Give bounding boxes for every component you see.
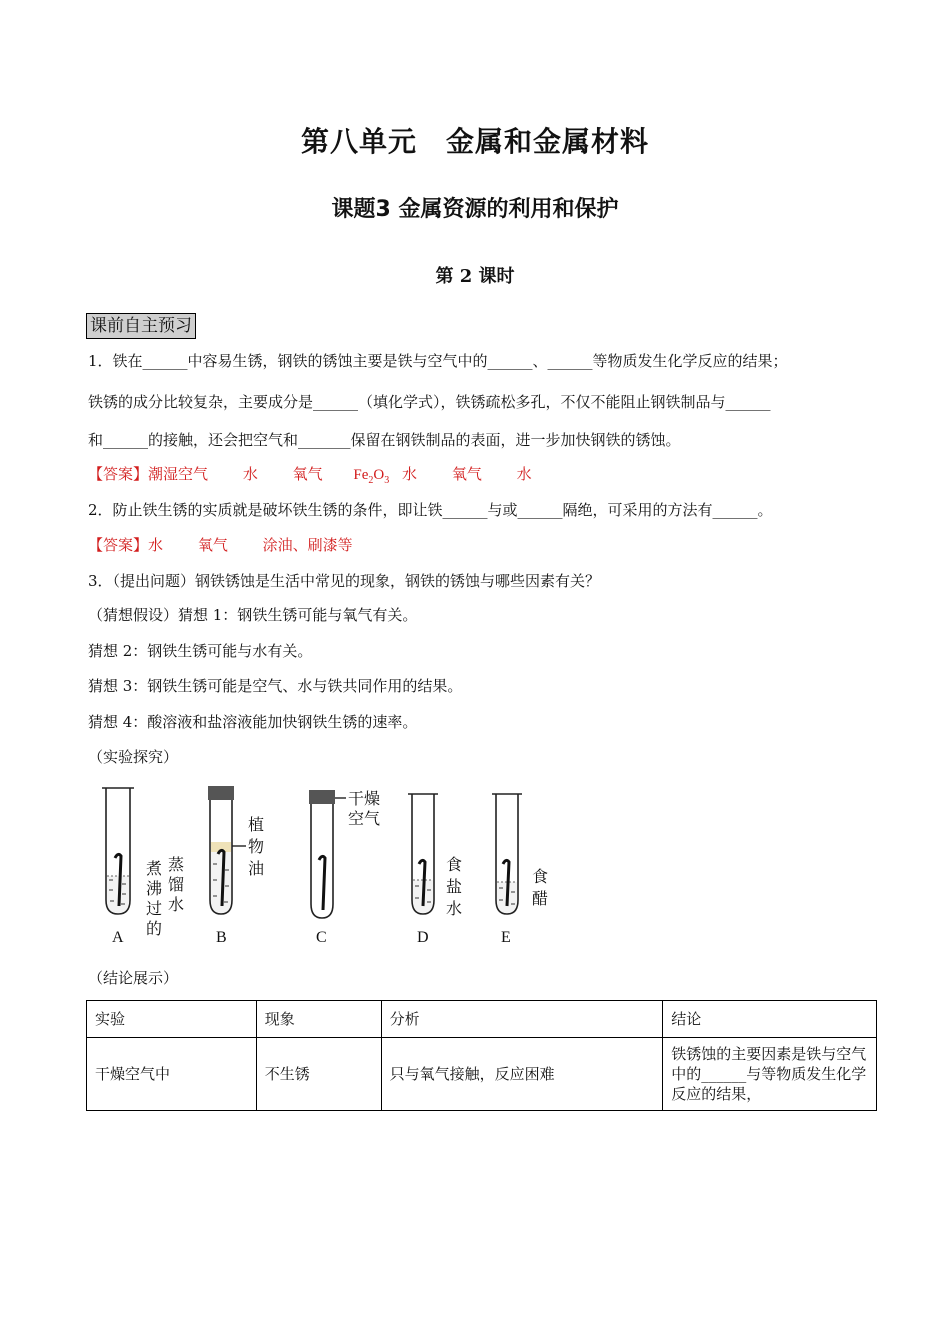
q1-line1: 1．铁在______中容易生锈，钢铁的锈蚀主要是铁与空气中的______、______等物质发生化学反应的结果； xyxy=(88,352,788,370)
formula-part: 3 xyxy=(384,475,390,486)
test-tubes-illustration xyxy=(96,780,566,950)
answer-item: 氧气 xyxy=(292,465,323,483)
label-b4: 植 xyxy=(248,815,265,834)
tube-letter-c: C xyxy=(316,929,327,946)
label-a2: 沸 xyxy=(146,879,163,898)
label-d2: 盐 xyxy=(446,877,463,896)
answer-item: 涂油、刷漆等 xyxy=(262,536,353,554)
answer-item: 水 xyxy=(516,465,532,483)
tube-letter-a: A xyxy=(112,929,124,946)
q3-line3: 猜想 2：钢铁生锈可能与水有关。 xyxy=(88,642,313,660)
section-label: 课前自主预习 xyxy=(86,313,196,339)
label-d1: 食 xyxy=(446,855,463,874)
q1-line3: 和______的接触，还会把空气和_______保留在钢铁制品的表面，进一步加快钢铁的锈蚀。 xyxy=(88,431,681,449)
table-cell: 铁锈蚀的主要因素是铁与空气中的______与等物质发生化学反应的结果， xyxy=(663,1038,877,1111)
conclusion-table xyxy=(86,1000,877,1111)
answer-label: 【答案】 xyxy=(88,465,149,483)
tube-d xyxy=(408,794,438,914)
answer-item: 潮湿空气 xyxy=(148,465,209,483)
unit-title: 第八单元 金属和金属材料 xyxy=(300,125,649,158)
period-label: 第 2 课时 xyxy=(435,266,515,287)
answer-item: 水 xyxy=(242,465,258,483)
label-a1: 煮 xyxy=(146,859,163,878)
table-header-row xyxy=(87,1001,877,1038)
answer-item: 氧气 xyxy=(451,465,482,483)
q3-line7: （结论展示） xyxy=(88,969,179,987)
label-b1: 蒸 xyxy=(168,855,185,874)
q3-line5: 猜想 4：酸溶液和盐溶液能加快钢铁生锈的速率。 xyxy=(88,713,418,731)
tube-e xyxy=(492,794,522,914)
label-b6: 油 xyxy=(248,859,265,878)
answer-item: 氧气 xyxy=(197,536,228,554)
table-header: 实验 xyxy=(87,1001,257,1038)
tube-a xyxy=(102,788,134,914)
table-cell: 不生锈 xyxy=(256,1038,381,1111)
label-a3: 过 xyxy=(146,899,163,918)
table-header: 分析 xyxy=(381,1001,663,1038)
q3-line2: （猜想假设）猜想 1：钢铁生锈可能与氧气有关。 xyxy=(88,606,418,624)
label-b5: 物 xyxy=(248,837,265,856)
tube-letter-b: B xyxy=(216,929,227,946)
q1-answer xyxy=(88,464,532,491)
table-row xyxy=(87,1038,877,1111)
table-header: 结论 xyxy=(663,1001,877,1038)
label-b2: 馏 xyxy=(168,875,185,894)
lesson-title: 课题3 金属资源的利用和保护 xyxy=(331,197,619,222)
label-e2: 醋 xyxy=(532,889,549,908)
tube-letter-d: D xyxy=(417,929,429,946)
label-e1: 食 xyxy=(532,867,549,886)
tube-letter-e: E xyxy=(501,929,511,946)
tube-b xyxy=(208,786,246,914)
table-cell: 干燥空气中 xyxy=(87,1038,257,1111)
q3-line6: （实验探究） xyxy=(88,748,179,766)
label-a4: 的 xyxy=(146,919,163,938)
answer-item: 水 xyxy=(402,465,418,483)
formula-part: O xyxy=(373,467,385,483)
label-d3: 水 xyxy=(446,899,463,918)
q2-line1: 2．防止铁生锈的实质就是破坏铁生锈的条件，即让铁______与或______隔绝，可采用的方法有______。 xyxy=(88,501,773,519)
q3-line1: 3．（提出问题）钢铁锈蚀是生活中常见的现象，钢铁的锈蚀与哪些因素有关？ xyxy=(88,572,601,590)
answer-label: 【答案】 xyxy=(88,536,149,554)
label-b3: 水 xyxy=(168,895,185,914)
answer-formula xyxy=(353,465,389,491)
formula-part: Fe xyxy=(353,467,369,483)
tube-c xyxy=(309,790,346,918)
label-c2: 空气 xyxy=(348,809,381,828)
q2-answer xyxy=(88,535,353,555)
q3-line4: 猜想 3：钢铁生锈可能是空气、水与铁共同作用的结果。 xyxy=(88,677,463,695)
q1-line2: 铁锈的成分比较复杂，主要成分是______（填化学式），铁锈疏松多孔，不仅不能阻止钢铁制品与______ xyxy=(88,393,771,411)
experiment-figure xyxy=(96,780,566,950)
table-cell: 只与氧气接触，反应困难 xyxy=(381,1038,663,1111)
table-header: 现象 xyxy=(256,1001,381,1038)
formula-part: 2 xyxy=(368,475,374,486)
answer-item: 水 xyxy=(148,536,164,554)
label-c1: 干燥 xyxy=(348,789,381,808)
